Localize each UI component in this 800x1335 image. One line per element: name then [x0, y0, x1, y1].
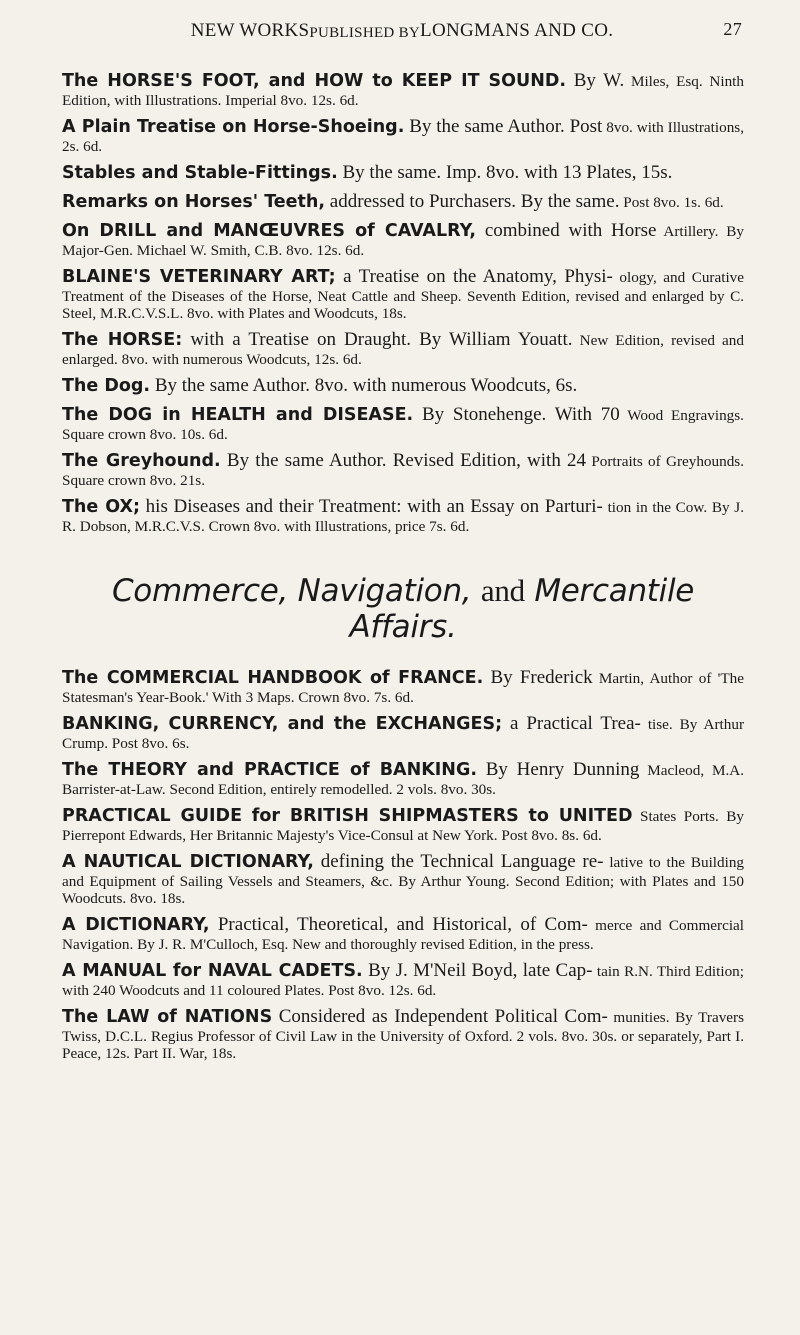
entry-title-rest: a Treatise on the Anatomy, Physi-	[335, 266, 613, 287]
section-commerce-list	[62, 667, 744, 1062]
entry-details: tain R.N. Third Edition; with 240 Woodcuts and 11 coloured Plates. Post 8vo. 12s. 6d.	[62, 963, 744, 999]
entry-title-rest: Practical, Theoretical, and Historical, of Com-	[209, 914, 588, 935]
catalog-entry	[62, 851, 744, 907]
catalog-entry	[62, 805, 744, 844]
entry-title: The HORSE'S FOOT, and HOW to KEEP IT SOUND.	[62, 71, 567, 91]
entry-details: Miles, Esq. Ninth Edition, with Illustrations. Imperial 8vo. 12s. 6d.	[62, 73, 744, 109]
entry-title: BANKING, CURRENCY, and the EXCHANGES;	[62, 714, 503, 734]
entry-title-rest: combined with Horse	[476, 220, 657, 241]
running-header	[62, 14, 742, 42]
header-text-small: PUBLISHED BY	[309, 25, 421, 41]
entry-title-rest: By Stonehenge. With 70	[413, 404, 620, 425]
entry-title-rest: By the same Author. Revised Edition, with 24	[220, 450, 587, 471]
entry-title-rest: with a Treatise on Draught. By William Youatt.	[182, 329, 573, 350]
entry-title-rest: By Frederick	[483, 667, 593, 688]
entry-title: On DRILL and MANŒUVRES of CAVALRY,	[62, 221, 477, 241]
catalog-entry	[62, 162, 744, 184]
catalog-entry	[62, 404, 744, 443]
entry-title-rest: addressed to Purchasers. By the same.	[325, 191, 620, 212]
header-text-post: LONGMANS AND CO.	[420, 20, 614, 41]
entry-details: Wood Engravings. Square crown 8vo. 10s. 6d.	[62, 407, 744, 443]
catalog-entry	[62, 759, 744, 798]
entry-title: The OX;	[62, 497, 141, 517]
entry-title: The Greyhound.	[62, 451, 221, 471]
entry-title: A NAUTICAL DICTIONARY,	[62, 852, 314, 872]
entry-title: The Dog.	[62, 376, 151, 396]
entry-title: Stables and Stable-Fittings.	[62, 163, 338, 183]
catalog-entry	[62, 496, 744, 535]
entry-title: BLAINE'S VETERINARY ART;	[62, 267, 336, 287]
catalog-entry	[62, 220, 744, 259]
catalog-entry	[62, 450, 744, 489]
entry-details: Macleod, M.A. Barrister-at-Law. Second Edition, entirely remodelled. 2 vols. 8vo. 30s.	[62, 762, 745, 798]
entry-details: ology, and Curative Treatment of the Diseases of the Horse, Neat Cattle and Sheep. Seventh Edition, revised and enlarged by C. Steel, M.R.C.V.S.L. 8vo. with Plates and Woodcuts, 18s.	[62, 269, 744, 322]
entry-title: A Plain Treatise on Horse-Shoeing.	[62, 117, 405, 137]
catalog-entry	[62, 1006, 744, 1062]
section-heading-part2: Mercantile Affairs.	[349, 573, 695, 645]
entry-title: The LAW of NATIONS	[62, 1007, 273, 1027]
entry-details: Artillery. By Major-Gen. Michael W. Smith, C.B. 8vo. 12s. 6d.	[62, 223, 744, 259]
entry-title-rest: By Henry Dunning	[476, 759, 640, 780]
entry-title-rest: Considered as Independent Political Com-	[272, 1006, 608, 1027]
entry-details: lative to the Building and Equipment of Sailing Vessels and Steamers, &c. By Arthur Young. Second Edition; with Plates and 150 Woodcuts. 8vo. 18s.	[62, 854, 745, 907]
catalog-entry	[62, 116, 744, 155]
section-horses-list	[62, 70, 744, 535]
entry-title: The DOG in HEALTH and DISEASE.	[62, 405, 414, 425]
section-heading-part1: Commerce, Navigation,	[111, 573, 481, 609]
entry-title: A DICTIONARY,	[62, 915, 210, 935]
catalog-entry	[62, 713, 744, 752]
entry-details: tise. By Arthur Crump. Post 8vo. 6s.	[62, 716, 745, 752]
entry-details: New Edition, revised and enlarged. 8vo. with numerous Woodcuts, 12s. 6d.	[62, 332, 744, 368]
entry-title-rest: By W.	[566, 70, 625, 91]
catalog-entry	[62, 329, 744, 368]
entry-details: merce and Commercial Navigation. By J. R. M'Culloch, Esq. New and thoroughly revised Edition, in the press.	[62, 917, 744, 953]
entry-details: tion in the Cow. By J. R. Dobson, M.R.C.V.S. Crown 8vo. with Illustrations, price 7s. 6d.	[62, 499, 745, 535]
entry-details: Martin, Author of 'The Statesman's Year-Book.' With 3 Maps. Crown 8vo. 7s. 6d.	[62, 670, 744, 706]
entry-title-rest: defining the Technical Language re-	[313, 851, 604, 872]
entry-details: Portraits of Greyhounds. Square crown 8vo. 21s.	[62, 453, 745, 489]
entry-details: 8vo. with Illustrations, 2s. 6d.	[62, 119, 745, 155]
entry-details: Post 8vo. 1s. 6d.	[623, 194, 724, 211]
catalog-entry	[62, 667, 744, 706]
entry-title: The HORSE:	[62, 330, 183, 350]
catalog-entry	[62, 375, 744, 397]
entry-title: PRACTICAL GUIDE for BRITISH SHIPMASTERS to UNITED	[62, 806, 633, 826]
entry-title: The THEORY and PRACTICE of BANKING.	[62, 760, 477, 780]
catalog-entry	[62, 960, 744, 999]
entry-title-rest: By J. M'Neil Boyd, late Cap-	[362, 960, 593, 981]
entry-title: A MANUAL for NAVAL CADETS.	[62, 961, 363, 981]
entry-title-rest: a Practical Trea-	[502, 713, 641, 734]
section-heading-commerce	[62, 573, 744, 645]
entry-title: Remarks on Horses' Teeth,	[62, 192, 326, 212]
entry-title-rest: By the same Author. 8vo. with numerous Woodcuts, 6s.	[150, 375, 578, 396]
entry-title: The COMMERCIAL HANDBOOK of FRANCE.	[62, 668, 484, 688]
entry-title-rest: By the same Author. Post	[404, 116, 603, 137]
entry-details: munities. By Travers Twiss, D.C.L. Regius Professor of Civil Law in the University of Oxford. 2 vols. 8vo. 30s. or separately, Part I. Peace, 12s. Part II. War, 18s.	[62, 1009, 744, 1062]
catalog-entry	[62, 70, 744, 109]
entry-title-rest: his Diseases and their Treatment: with an Essay on Parturi-	[140, 496, 603, 517]
catalog-entry	[62, 914, 744, 953]
catalog-entry	[62, 266, 744, 322]
section-heading-and: and	[480, 573, 525, 608]
page-number: 27	[723, 19, 742, 39]
catalog-entry	[62, 191, 744, 213]
page-content	[62, 70, 744, 1069]
entry-title-rest: By the same. Imp. 8vo. with 13 Plates, 15s.	[337, 162, 673, 183]
entry-details: States Ports. By Pierrepont Edwards, Her Britannic Majesty's Vice-Consul at New York. Post 8vo. 8s. 6d.	[62, 808, 744, 844]
header-text-pre: NEW WORKS	[190, 20, 310, 41]
